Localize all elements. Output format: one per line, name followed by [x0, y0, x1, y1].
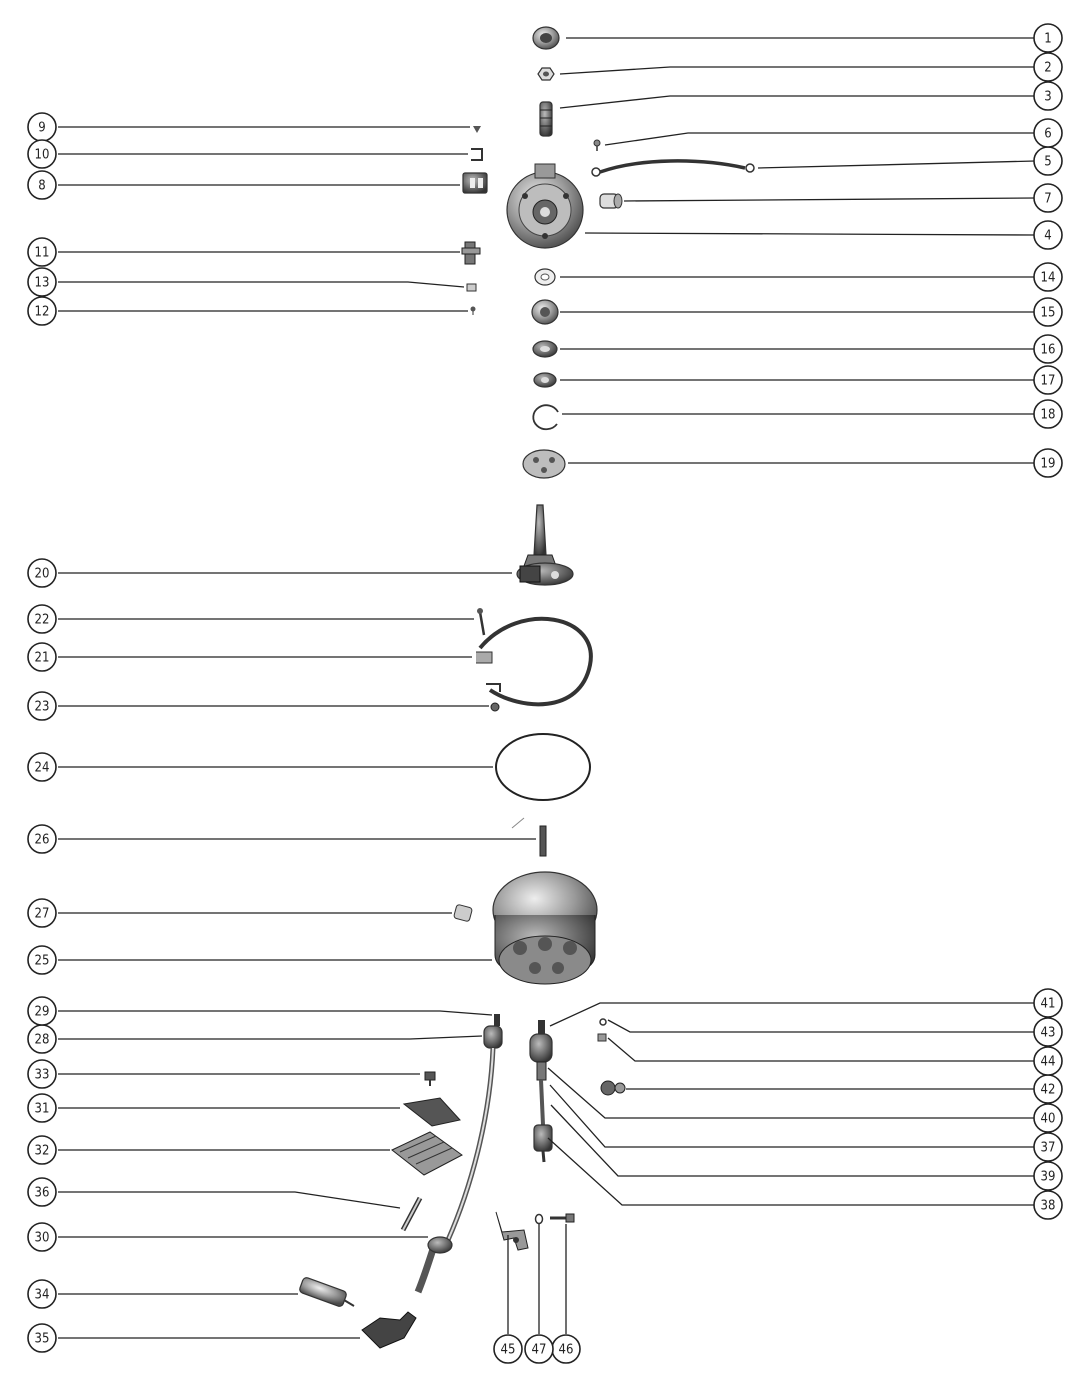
leader-39	[551, 1105, 1035, 1176]
callout-21	[28, 643, 56, 671]
callout-number: 40	[1040, 1111, 1056, 1127]
callout-22	[28, 605, 56, 633]
callout-number: 42	[1040, 1082, 1056, 1098]
part-22-screw	[477, 608, 484, 635]
part-47-washer	[536, 1215, 543, 1224]
callout-number: 2	[1044, 60, 1052, 76]
leader-41	[550, 1003, 1035, 1026]
callout-27	[28, 899, 56, 927]
part-23-nut	[491, 703, 499, 711]
callout-37	[1034, 1133, 1062, 1161]
leader-6	[605, 133, 1035, 145]
part-14-washer	[535, 269, 555, 285]
part-33-screw	[425, 1072, 435, 1086]
callout-47	[525, 1335, 553, 1363]
part-16-bearing	[533, 341, 557, 357]
leader-36	[58, 1192, 400, 1208]
callout-number: 30	[34, 1230, 50, 1246]
part-8-terminal-block	[463, 173, 487, 193]
callout-number: 8	[38, 178, 46, 194]
part-41-terminal	[538, 1020, 545, 1034]
part-18-snap-ring	[533, 405, 558, 429]
callout-number: 25	[34, 953, 50, 969]
callout-number: 26	[34, 832, 50, 848]
part-17-bearing	[534, 373, 556, 387]
callout-41	[1034, 989, 1062, 1017]
part-10-clip	[471, 149, 482, 160]
callout-11	[28, 238, 56, 266]
callout-45	[494, 1335, 522, 1363]
callout-number: 6	[1044, 126, 1052, 142]
part-42-grommet	[601, 1081, 625, 1095]
part-40-coil-lead	[534, 1080, 552, 1162]
callout-44	[1034, 1047, 1062, 1075]
callout-30	[28, 1223, 56, 1251]
callout-number: 9	[38, 120, 46, 136]
leader-37	[550, 1085, 1035, 1147]
part-5-ground-strap	[592, 161, 754, 176]
callout-number: 7	[1044, 191, 1052, 207]
callout-1	[1034, 24, 1062, 52]
callout-13	[28, 268, 56, 296]
callout-number: 19	[1040, 456, 1056, 472]
callout-number: 29	[34, 1004, 50, 1020]
callout-10	[28, 140, 56, 168]
part-44-clip	[598, 1034, 606, 1041]
callout-number: 36	[34, 1185, 50, 1201]
part-2-nut	[538, 68, 554, 80]
callout-number: 31	[34, 1101, 50, 1117]
leader-38	[548, 1138, 1035, 1205]
callout-15	[1034, 298, 1062, 326]
part-27-bushing	[453, 904, 472, 922]
callout-32	[28, 1136, 56, 1164]
callout-number: 46	[558, 1342, 574, 1358]
leader-5	[758, 161, 1035, 168]
callout-18	[1034, 400, 1062, 428]
callout-number: 22	[34, 612, 50, 628]
part-43-screw	[600, 1019, 606, 1025]
callout-33	[28, 1060, 56, 1088]
callout-39	[1034, 1162, 1062, 1190]
leader-7	[624, 198, 1035, 201]
part-1-cap-nut	[533, 27, 559, 49]
part-20-shaft-assembly	[517, 505, 573, 585]
callout-6	[1034, 119, 1062, 147]
callout-number: 3	[1044, 89, 1052, 105]
leader-13	[58, 282, 464, 287]
callout-number: 27	[34, 906, 50, 922]
callout-19	[1034, 449, 1062, 477]
callout-34	[28, 1280, 56, 1308]
callout-20	[28, 559, 56, 587]
leader-43	[608, 1020, 1035, 1032]
part-boot-right	[530, 1034, 552, 1080]
callout-35	[28, 1324, 56, 1352]
leader-28	[58, 1036, 482, 1039]
callout-5	[1034, 147, 1062, 175]
callout-number: 18	[1040, 407, 1056, 423]
callout-number: 38	[1040, 1198, 1056, 1214]
callout-29	[28, 997, 56, 1025]
callout-23	[28, 692, 56, 720]
part-19-plate	[523, 450, 565, 478]
callout-16	[1034, 335, 1062, 363]
callout-46	[552, 1335, 580, 1363]
callout-12	[28, 297, 56, 325]
part-28-boot	[484, 1026, 502, 1048]
callout-number: 23	[34, 699, 50, 715]
callout-number: 15	[1040, 305, 1056, 321]
callout-40	[1034, 1104, 1062, 1132]
callout-number: 14	[1040, 270, 1056, 286]
callout-8	[28, 171, 56, 199]
part-6-screw	[594, 140, 600, 151]
callout-36	[28, 1178, 56, 1206]
callout-number: 34	[34, 1287, 50, 1303]
callout-number: 11	[34, 245, 50, 261]
callout-24	[28, 753, 56, 781]
part-45-bracket	[496, 1212, 528, 1250]
callout-42	[1034, 1075, 1062, 1103]
part-32-grommet	[392, 1132, 462, 1175]
callout-25	[28, 946, 56, 974]
part-34-spark-plug	[299, 1277, 354, 1308]
callout-number: 24	[34, 760, 50, 776]
part-21-clamp-band	[476, 619, 591, 705]
leader-29	[58, 1011, 492, 1015]
callout-28	[28, 1025, 56, 1053]
callout-26	[28, 825, 56, 853]
callout-number: 41	[1040, 996, 1056, 1012]
callout-2	[1034, 53, 1062, 81]
part-7-bushing	[600, 194, 622, 208]
callout-17	[1034, 366, 1062, 394]
part-15-cam	[532, 300, 558, 324]
part-11-bracket	[462, 242, 480, 264]
callout-38	[1034, 1191, 1062, 1219]
part-46-screw	[550, 1214, 574, 1222]
part-3-spring	[540, 102, 552, 136]
callout-number: 47	[531, 1342, 547, 1358]
callout-number: 21	[34, 650, 50, 666]
leader-3	[560, 96, 1035, 108]
callout-14	[1034, 263, 1062, 291]
callout-number: 43	[1040, 1025, 1056, 1041]
part-29-terminal	[494, 1014, 500, 1026]
leader-4	[585, 233, 1035, 235]
callout-number: 28	[34, 1032, 50, 1048]
part-36-pin	[403, 1198, 420, 1230]
callout-number: 5	[1044, 154, 1052, 170]
callout-43	[1034, 1018, 1062, 1046]
part-35-boot	[362, 1312, 416, 1348]
leader-44	[608, 1038, 1035, 1061]
callout-number: 17	[1040, 373, 1056, 389]
leader-2	[560, 67, 1035, 74]
callout-number: 20	[34, 566, 50, 582]
part-31-bracket	[404, 1098, 460, 1126]
callout-3	[1034, 82, 1062, 110]
callout-number: 10	[34, 147, 50, 163]
part-25-distributor-body	[493, 872, 597, 984]
callout-number: 37	[1040, 1140, 1056, 1156]
part-26-stud	[512, 818, 546, 856]
callout-number: 4	[1044, 228, 1052, 244]
callout-number: 13	[34, 275, 50, 291]
part-24-o-ring	[496, 734, 590, 800]
callout-number: 32	[34, 1143, 50, 1159]
part-13-washer	[467, 284, 476, 291]
callout-31	[28, 1094, 56, 1122]
callout-number: 35	[34, 1331, 50, 1347]
callout-7	[1034, 184, 1062, 212]
part-12-screw	[471, 307, 476, 316]
callout-number: 39	[1040, 1169, 1056, 1185]
callout-number: 33	[34, 1067, 50, 1083]
callout-number: 44	[1040, 1054, 1056, 1070]
part-4-housing	[507, 164, 583, 248]
callout-number: 45	[500, 1342, 516, 1358]
callout-4	[1034, 221, 1062, 249]
callout-9	[28, 113, 56, 141]
part-9-screw	[473, 126, 481, 133]
callout-number: 16	[1040, 342, 1056, 358]
callout-number: 1	[1044, 31, 1052, 47]
callout-number: 12	[34, 304, 50, 320]
